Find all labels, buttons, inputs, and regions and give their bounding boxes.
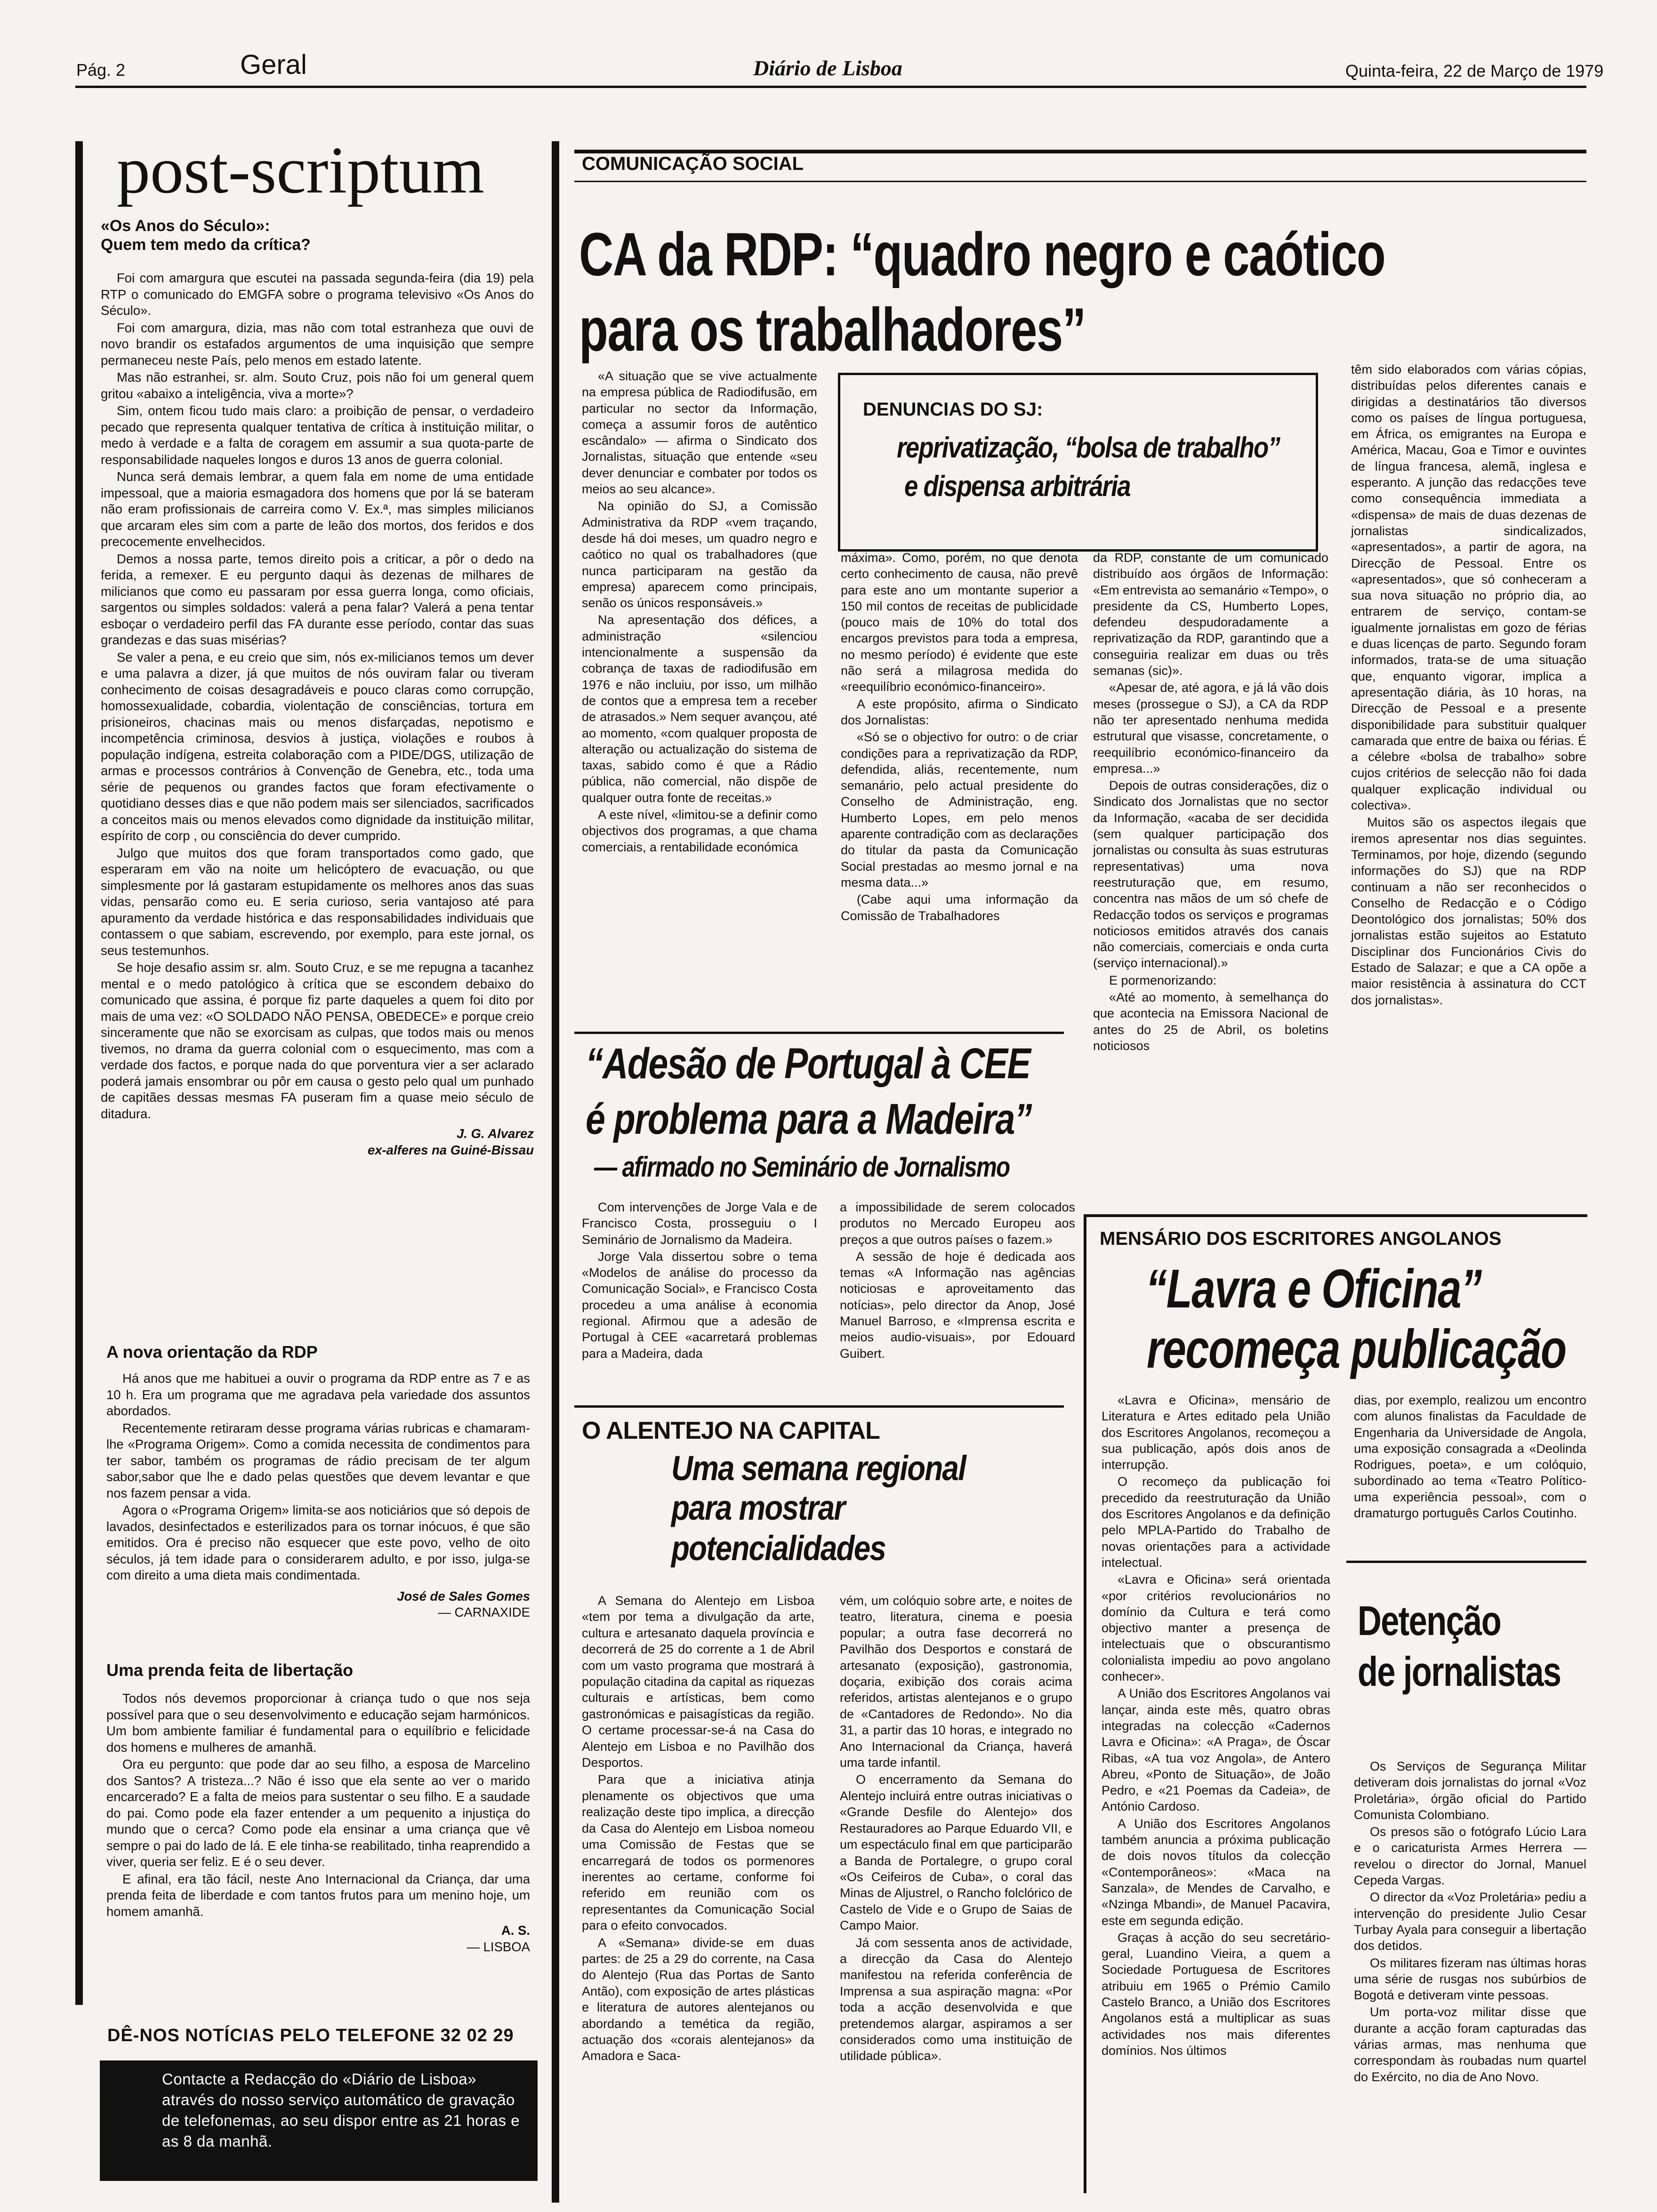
rdp-headline-2: para os trabalhadores” <box>579 295 1086 364</box>
page-number: Pág. 2 <box>76 60 126 80</box>
signature-place: — CARNAXIDE <box>438 1605 530 1619</box>
paragraph: Já com sessenta anos de actividade, a direcção da Casa do Alentejo manifestou na referida conferência de Imprensa a sua aspiração magna: «Por toda a acção desenvolvida e que pretendemos alargar, aspiramos a ser considerados como uma instituição de utilidade pública». <box>840 1935 1072 2063</box>
lavra-kicker: MENSÁRIO DOS ESCRITORES ANGOLANOS <box>1100 1228 1502 1249</box>
paragraph: da RDP, constante de um comunicado distribuído aos órgãos de Informação: «Em entrevista ao semanário «Tempo», o presidente da CS, Humberto Lopes, defendeu despudoradamente a reprivatização da RDP, garantindo que a conseguiria realizar em duas ou três semanas (sic)». <box>1093 551 1328 678</box>
detencao-headline-1: Detenção <box>1358 1597 1501 1644</box>
paragraph: A União dos Escritores Angolanos vai lançar, ainda este mês, quatro obras integradas na colecção «Cadernos Lavra e Oficina»: «A Praga», de Óscar Ribas, «A tua voz Angola», de Antero Abreu, «Ponto de Situação», de João Pedro, e «21 Poemas da Cadeia», de António Cardoso. <box>1102 1686 1330 1814</box>
paragraph: «A situação que se vive actualmente na empresa pública de Radiodifusão, em particular no sector da Informação, começa a assumir foros de autêntico escândalo» — afirma o Sindicato dos Jornalistas, situação que entende «seu dever denunciar e combater por todos os meios ao seu alcance». <box>582 369 817 497</box>
alentejo-headline-3: potencialidades <box>671 1529 886 1568</box>
phone-box-text: Contacte a Redacção do «Diário de Lisboa» através do nosso serviço automático de gravação de telefonemas, ao seu dispor entre as 21 horas e as 8 da manhã. <box>100 2060 538 2181</box>
rdp-letter-body <box>106 1370 530 1621</box>
paragraph: Mas não estranhei, sr. alm. Souto Cruz, pois não foi um general quem gritou «abaixo a inteligência, viva a morte»? <box>101 370 534 401</box>
masthead: Diário de Lisboa <box>753 56 902 80</box>
signature-name: J. G. Alvarez <box>456 1126 534 1141</box>
lavra-left-rule <box>1084 1214 1086 2193</box>
cee-col-2 <box>840 1199 1075 1362</box>
postscriptum-subtitle <box>101 216 311 254</box>
paragraph: Foi com amargura, dizia, mas não com total estranheza que ouvi de novo brandir os estafados argumentos de uma inquisição que sempre permaneceu neste País, pelo menos em estado latente. <box>101 320 534 368</box>
cee-subhead: — afirmado no Seminário de Jornalismo <box>594 1151 1010 1183</box>
postscriptum-body <box>101 270 534 1158</box>
detencao-rule <box>1346 1561 1586 1563</box>
rdp-letter-title: A nova orientação da RDP <box>106 1342 318 1362</box>
paragraph: dias, por exemplo, realizou um encontro com alunos finalistas da Faculdade de Engenharia da Universidade de Angola, uma exposição consagrada a «Deolinda Rodrigues, poeta», e um colóquio, subordinado ao tema «Teatro Político-uma experiência pessoal», com o dramaturgo português Carlos Coutinho. <box>1354 1393 1586 1521</box>
paragraph: Jorge Vala dissertou sobre o tema «Modelos de análise do processo da Comunicação Social», e Francisco Costa procedeu a uma análise à economia regional. Afirmou que a adesão de Portugal à CEE «acarretará problemas para a Madeira, dada <box>582 1249 817 1361</box>
lavra-headline-1: “Lavra e Oficina” <box>1146 1258 1481 1319</box>
lavra-top-rule <box>1084 1214 1587 1217</box>
phone-box-title: DÊ-NOS NOTÍCIAS PELO TELEFONE 32 02 29 <box>107 2026 514 2045</box>
paragraph: Agora o «Programa Origem» limita-se aos noticiários que só depois de lavados, desinfectados e esterilizados para os tornar inócuos, é que são emitidos. Ora é preciso não esquecer que este povo, velho de oito séculos, já tem idade para o considerarem adulto, e por isso, julga-se com direito a uma dieta mais condimentada. <box>106 1503 530 1582</box>
paragraph: Graças à acção do seu secretário-geral, Luandino Vieira, a quem a Sociedade Portuguesa de Escritores atribuiu em 1965 o Prémio Camilo Castelo Branco, a União dos Escritores Angolanos está a multiplicar as suas actividades nos mais diferentes domínios. Nos últimos <box>1102 1930 1330 2058</box>
rdp-col-1 <box>582 368 817 856</box>
subtitle-line-1: «Os Anos do Século»: <box>101 217 270 235</box>
paragraph: Se valer a pena, e eu creio que sim, nós ex-milicianos temos um dever e uma palavra a dizer, já que muitos de nós ouviram falar ou tiveram conhecimento de coisas desagradáveis e pouco claras como corrupção, homossexualidade, cobardia, violentação de consciências, tortura em prisioneiros, chacinas mais ou menos disfarçadas, nepotismo e incompetência criminosa, desvios à justiça, violações e roubos à população indígena, estreita colaboração com a PIDE/DGS, utilização de armas e processos contrários à Convenção de Genebra, etc., toda uma série de pequenos ou grandes factos que foram efectivamente o quotidiano desses dias e que não podem mais ser silenciados, sacrificados a conceitos mais ou menos elevados como dignidade da instituição militar, espírito de corp , ou consciência do dever cumprido. <box>101 649 534 843</box>
paragraph: A «Semana» divide-se em duas partes: de 25 a 29 do corrente, na Casa do Alentejo (Rua das Portas de Santo Antão), com exposição de artes plásticas e literatura de autores alentejanos ou abordando a temética da região, actuação dos «corais alentejanos» da Amadora e Saca- <box>582 1935 814 2063</box>
signature-name: José de Sales Gomes <box>397 1588 530 1603</box>
cee-headline-2: é problema para a Madeira” <box>586 1095 1031 1143</box>
paragraph: «Lavra e Oficina», mensário de Literatura e Artes editado pela União dos Escritores Angolanos, recomeçou a sua publicação, após dois anos de interrupção. <box>1102 1393 1330 1472</box>
cee-col-1 <box>582 1199 817 1362</box>
paragraph: (Cabe aqui uma informação da Comissão de Trabalhadores <box>841 892 1078 923</box>
paragraph: Recentemente retiraram desse programa várias rubricas e chamaram-lhe «Programa Origem». Como a comida necessita de condimentos para ter sabor, também os programas de rádio precisam de ter algum sabor,sabor que lhe e dado pelas questões que devem levantar e que nos fazem pensar a vida. <box>106 1420 530 1500</box>
sj-denuncias-box <box>838 373 1318 552</box>
lavra-headline-2: recomeça publicação <box>1147 1318 1566 1379</box>
paragraph: E afinal, era tão fácil, neste Ano Internacional da Criança, dar uma prenda feita de liberdade e com tantos frutos para um menino hoje, um homem amanhã. <box>106 1871 530 1919</box>
paragraph: A sessão de hoje é dedicada aos temas «A Informação nas agências noticiosas e aproveitamento das notícias», pelo director da Anop, José Manuel Barroso, e «Imprensa escrita e meios audio-visuais», por Edouard Guibert. <box>840 1249 1075 1361</box>
paragraph: «Lavra e Oficina» será orientada «por critérios revolucionários no domínio da Cultura e terá como objectivo manter a presença de intelectuais que o obscurantismo colonialista impediu ao povo angolano conhecer». <box>1102 1572 1330 1684</box>
signature-place: — LISBOA <box>467 1939 530 1954</box>
postscriptum-title: post-scriptum <box>117 133 484 207</box>
paragraph: vém, um colóquio sobre arte, e noites de teatro, literatura, cinema e poesia popular; a outra fase decorrerá no Pavilhão dos Desportos e constará de artesanato (exposição), gastronomia, doçaria, exibição dos corais acima referidos, artistas alentejanos e o grupo de «Cantadores de Redondo». No dia 31, a partir das 10 horas, e integrado no Ano Internacional da Criança, haverá uma tarde infantil. <box>840 1594 1072 1770</box>
alentejo-col-2 <box>840 1593 1072 2065</box>
paragraph: Sim, ontem ficou tudo mais claro: a proibição de pensar, o verdadeiro pecado que representa qualquer tentativa de crítica à instituição militar, o medo à verdade e a falta de coragem em assumir a sua quota-parte de responsabilidade naqueles longos e duros 13 anos de guerra colonial. <box>101 403 534 467</box>
paragraph: A Semana do Alentejo em Lisboa «tem por tema a divulgação da arte, cultura e artesanato daquela província e decorrerá de 25 do corrente a 1 de Abril com um vasto programa que mostrará à população citadina da capital as riquezas culturais e artísticas, bem como gastronómicas e paisagísticas da região. O certame processar-se-á na Casa do Alentejo em Lisboa e no Pavilhão dos Desportos. <box>582 1594 814 1770</box>
signature-role: ex-alferes na Guiné-Bissau <box>367 1142 534 1157</box>
paragraph: Há anos que me habituei a ouvir o programa da RDP entre as 7 e as 10 h. Era um programa que me agradava pela variedade dos assuntos abordados. <box>106 1371 530 1418</box>
alentejo-col-1 <box>582 1593 814 2065</box>
lavra-col-1 <box>1102 1392 1330 2060</box>
paragraph: a impossibilidade de serem colocados produtos no Mercado Europeu aos preços a que outros países o fazem.» <box>840 1200 1075 1247</box>
alentejo-rule <box>574 1405 1064 1408</box>
detencao-body <box>1354 1758 1586 2086</box>
paragraph: Na apresentação dos défices, a administração «silenciou intencionalmente a suspensão da cobrança de taxas de radiodifusão em 1976 e não incluiu, por isso, um milhão de contos que a empresa tem a receber de atrasados.» Nem sequer avançou, até ao momento, «com qualquer proposta de alteração ou actualização do sistema de taxas, sabido como é que a Rádio pública, não comercial, não dispõe de qualquer outra fonte de receitas.» <box>582 613 817 805</box>
paragraph: Demos a nossa parte, temos direito pois a criticar, a pôr o dedo na ferida, a remexer. E eu pergunto daqui às dezenas de milhares de milicianos que como eu passaram por essa guerra longa, como oficiais, sargentos ou simples soldados: valerá a pena falar? Valerá a pena tentar esboçar o verdadeiro perfil das FA durante esse período, contar das suas grandezas e das suas misérias? <box>101 551 534 647</box>
cee-rule <box>574 1032 1064 1034</box>
alentejo-kicker: O ALENTEJO NA CAPITAL <box>582 1417 880 1444</box>
paragraph: Ora eu pergunto: que pode dar ao seu filho, a esposa de Marcelino dos Santos? A tristeza...? Não é isso que ela sente ao ver o marido encarcerado? E a falta de meios para sustentar o seu filho. E a saudade do pai. Como pode ela fazer entender a um pequenito a injustiça do mundo que o cerca? Como pode ela ensinar a uma criança que vê sempre o pai do lado de lá. E ele tinha-se reabilitado, tinha reaprendido a viver, queria ser feliz. E é o seu dever. <box>106 1757 530 1869</box>
sj-box-line-2: e dispensa arbitrária <box>904 470 1130 503</box>
rdp-kicker-rule <box>574 150 1586 153</box>
sj-box-title: DENUNCIAS DO SJ: <box>863 399 1043 420</box>
detencao-headline-2: de jornalistas <box>1358 1648 1561 1695</box>
left-column-bar <box>75 141 83 2005</box>
paragraph: «Só se o objectivo for outro: o de criar condições para a reprivatização da RDP, defendida, aliás, recentemente, num semanário, pelo actual presidente do Conselho de Administração, eng. Humberto Lopes, em pelo menos aparente contradição com as declarações do titular da pasta da Comunicação Social prestadas ao mesmo jornal e na mesma data...» <box>841 730 1078 890</box>
paragraph: O recomeço da publicação foi precedido da reestruturação da União dos Escritores Angolanos e da definição pelo MPLA-Partido do Trabalho de novas orientações para a actividade intelectual. <box>1102 1475 1330 1570</box>
paragraph: Os militares fizeram nas últimas horas uma série de rusgas nos subúrbios de Bogotá e detiveram vinte pessoas. <box>1354 1956 1586 2003</box>
lavra-col-2 <box>1354 1392 1586 1522</box>
section-name: Geral <box>240 49 307 80</box>
rdp-col-4 <box>1351 361 1586 1009</box>
paragraph: Nunca será demais lembrar, a quem fala em nome de uma entidade impessoal, que a maioria esmagadora dos homens que por lá se bateram não eram profissionais de carreira como V. Ex.ª, mas simples milicianos que arcaram eles sim com a parte de leão dos mortos, dos feridos e dos precocemente envelhecidos. <box>101 469 534 549</box>
column-divider <box>552 141 559 2203</box>
issue-date: Quinta-feira, 22 de Março de 1979 <box>1345 61 1604 80</box>
prenda-letter-title: Uma prenda feita de libertação <box>106 1660 354 1680</box>
header-rule <box>75 86 1586 88</box>
paragraph: O director da «Voz Proletária» pediu a intervenção do presidente Julio Cesar Turbay Ayala para conseguir a libertação dos detidos. <box>1354 1890 1586 1953</box>
paragraph: Todos nós devemos proporcionar à criança tudo o que nos seja possível para que o seu desenvolvimento e educação sejam harmónicos. Um bom ambiente familiar é fundamental para o equilíbrio e felicidade dos homens e mulheres de amanhã. <box>106 1691 530 1755</box>
paragraph: Um porta-voz militar disse que durante a acção foram capturadas das várias armas, mas nenhuma que correspondam às roubadas num quartel do Exército, no dia de Ano Novo. <box>1354 2005 1586 2084</box>
paragraph: A este nível, «limitou-se a definir como objectivos dos programas, a que chama comerciais, a rentabilidade económica <box>582 808 817 854</box>
cee-headline-1: “Adesão de Portugal à CEE <box>586 1040 1030 1088</box>
paragraph: máxima». Como, porém, no que denota certo conhecimento de causa, não prevê para este ano um montante superior a 150 mil contos de receitas de publicidade (pouco mais de 10% do total dos encargos previstos para toda a empresa, no mesmo período) é evidente que este não será a milagrosa medida do «reequilíbrio económico-financeiro». <box>841 551 1078 694</box>
rdp-headline-1: CA da RDP: “quadro negro e caótico <box>579 220 1385 289</box>
subtitle-line-2: Quem tem medo da crítica? <box>101 236 311 254</box>
alentejo-headline-2: para mostrar <box>671 1488 845 1527</box>
paragraph: Para que a iniciativa atinja plenamente os objectivos que uma realização deste tipo implica, a direcção da Casa do Alentejo em Lisboa nomeou uma Comissão de Festas que se encarregará de todos os pormenores inerentes ao certame, conforme foi referido em reunião com os representantes da Comunicação Social para o efeito convocados. <box>582 1772 814 1933</box>
paragraph: E pormenorizando: <box>1109 973 1217 987</box>
paragraph: Na opinião do SJ, a Comissão Administrativa da RDP «vem traçando, desde há doi meses, um quadro negro e caótico no qual os trabalhadores (que nunca participaram na gestão da empresa) aparecem como principais, senão os únicos responsáveis.» <box>582 499 817 610</box>
paragraph: têm sido elaborados com várias cópias, distribuídas pelos diferentes canais e dirigidas a destinatários tão diversos como os países de língua portuguesa, em África, os emigrantes na Europa e América, Macau, Goa e Timor e ouvintes de língua francesa, alemã, inglesa e esperanto. A junção das redacções teve como consequência immediata a «dispensa» de mais de duas dezenas de jornalistas sindicalizados, «apresentados», a partir de agora, na Direcção de Pessoal. Entre os «apresentados», que só conheceram a sua nova situação no próprio dia, ao entrarem de serviço, contam-se igualmente jornalistas em gozo de férias e duas licenças de parto. Segundo foram informados, trata-se de uma situação que, enquanto vigorar, implica a apresentação diária, às 10 horas, na Direcção de Pessoal e a presente disponibilidade para substituir qualquer camarada que entre de baixa ou férias. É a célebre «bolsa de trabalho» sobre cujos critérios de selecção não foi dada qualquer explicação individual ou colectiva». <box>1351 362 1586 813</box>
paragraph: O encerramento da Semana do Alentejo incluirá entre outras iniciativas o «Grande Desfile do Alentejo» dos Restauradores ao Parque Eduardo VII, e um espectáculo final em que participarão a Banda de Portalegre, o grupo coral «Os Ceifeiros de Cuba», o coral das Minas de Aljustrel, o Rancho folclórico de Castelo de Vide e o Grupo de Saias de Campo Maior. <box>840 1772 1072 1933</box>
paragraph: Foi com amargura que escutei na passada segunda-feira (dia 19) pela RTP o comunicado do EMGFA sobre o programa televisivo «Os Anos do Século». <box>101 271 534 318</box>
paragraph: «Apesar de, até agora, e já lá vão dois meses (prossegue o SJ), a CA da RDP não ter apresentado nenhuma medida estrutural que visasse, concretamente, o reequilíbrio económico-financeiro da empresa...» <box>1093 681 1328 776</box>
paragraph: Muitos são os aspectos ilegais que iremos apresentar nos dias seguintes. Terminamos, por hoje, dizendo (segundo informações do SJ) que na RDP continuam a não ser reconhecidos o Conselho de Redacção e o Código Deontológico dos jornalistas; 50% dos jornalistas estão sujeitos ao Estatuto Disciplinar dos Funcionários Civis do Estado de Salazar; e que a CA opõe a maior resistência à assinatura do CCT dos jornalistas». <box>1351 815 1586 1007</box>
paragraph: Se hoje desafio assim sr. alm. Souto Cruz, e se me repugna a tacanhez mental e o medo patológico à crítica que se escondem debaixo do comunicado que assina, é porque fiz parte daqueles a quem foi dito por mais de uma vez: «O SOLDADO NÃO PENSA, OBEDECE» e porque creio sinceramente que não se exorcisam as culpas, que todos mais ou menos tivemos, no drama da guerra colonial com o esquecimento, mas com a verdade dos factos, e porque nada do que porventura vier a ser aclarado poderá jamais ensombrar ou pôr em causa o gesto pelo qual um punhado de capitães dessas mesmas FA puseram fim a quase meio século de ditadura. <box>101 960 534 1121</box>
phone-box <box>100 2017 538 2182</box>
paragraph: Com intervenções de Jorge Vala e de Francisco Costa, prosseguiu o I Seminário de Jornalismo da Madeira. <box>582 1200 817 1247</box>
rdp-kicker-underline <box>574 181 1586 182</box>
box-top-rule <box>838 373 1318 375</box>
rdp-kicker: COMUNICAÇÃO SOCIAL <box>582 153 804 174</box>
paragraph: A este propósito, afirma o Sindicato dos Jornalistas: <box>841 697 1078 727</box>
paragraph: Depois de outras considerações, diz o Sindicato dos Jornalistas que no sector da Informação, «acaba de ser decidida (sem qualquer participação dos jornalistas ou consulta às suas estruturas representativas) uma nova reestruturação que, em resumo, concentra nas mãos de um só chefe de Redacção todos os serviços e programas noticiosos emitidos através dos canais não comerciais, comerciais e onda curta (serviço internacional).» <box>1093 778 1328 970</box>
paragraph: A União dos Escritores Angolanos também anuncia a próxima publicação de dois novos títulos da colecção «Contemporâneos»: «Maca na Sanzala», de Mendes de Carvalho, e «Nzinga Mbandi», de Manuel Pacavira, este em segunda edição. <box>1102 1816 1330 1928</box>
paragraph: Os Serviços de Segurança Militar detiveram dois jornalistas do jornal «Voz Proletária», órgão oficial do Partido Comunista Colombiano. <box>1354 1759 1586 1822</box>
signature-name: A. S. <box>501 1923 530 1938</box>
paragraph: Julgo que muitos dos que foram transportados como gado, que esperaram em vão na noite um helicóptero de evacuação, ou que simplesmente por lá gastaram estupidamente os melhores anos das suas vidas, pensarão como eu. E seria curioso, seria vantajoso até para apuramento da verdade histórica e das responsabilidades individuais que contassem o que sabiam, escrevendo, por exemplo, para este jornal, os seus testemunhos. <box>101 845 534 958</box>
paragraph: Os presos são o fotógrafo Lúcio Lara e o caricaturista Armes Herrera — revelou o director do Jornal, Manuel Cepeda Vargas. <box>1354 1825 1586 1888</box>
alentejo-headline-1: Uma semana regional <box>671 1449 966 1488</box>
prenda-letter-body <box>106 1691 530 1955</box>
sj-box-line-1: reprivatização, “bolsa de trabalho” <box>897 432 1280 464</box>
rdp-col-3 <box>1093 550 1328 1055</box>
paragraph: «Até ao momento, à semelhança do que acontecia na Emissora Nacional de antes do 25 de Abril, os boletins noticiosos <box>1093 990 1328 1053</box>
rdp-col-2 <box>841 550 1078 925</box>
